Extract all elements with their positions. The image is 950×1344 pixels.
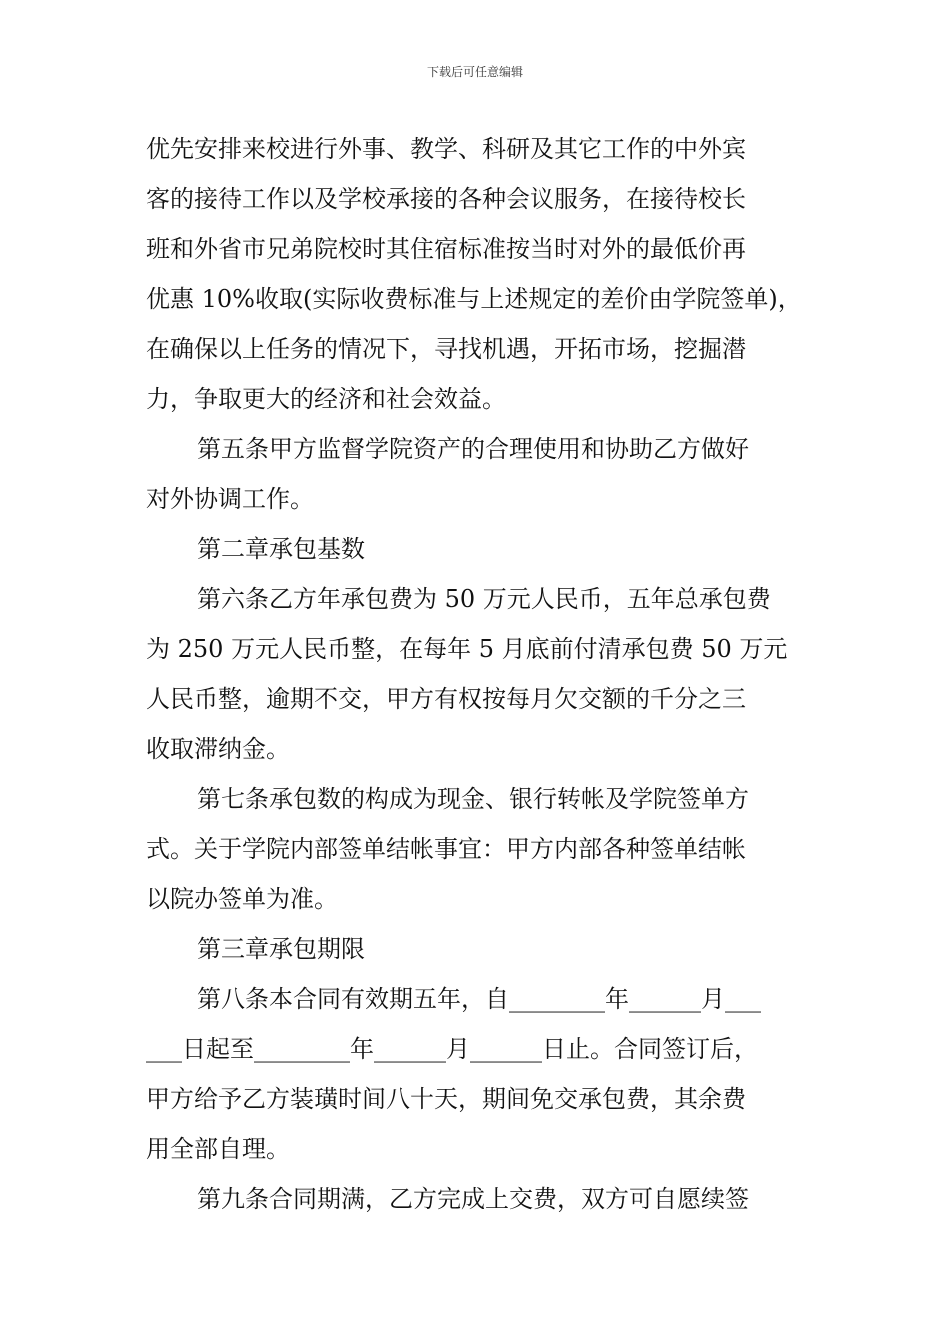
paragraph-article-8: 第八条本合同有效期五年，自________年______月___ — [197, 985, 761, 1013]
chapter-heading: 第三章承包期限 — [197, 935, 365, 963]
text-line: ___日起至________年______月______日止。合同签订后， — [146, 1035, 758, 1063]
text-line: 对外协调工作。 — [146, 485, 314, 513]
paragraph-article-9: 第九条合同期满，乙方完成上交费，双方可自愿续签 — [197, 1185, 749, 1213]
text-line: 以院办签单为准。 — [146, 885, 338, 913]
paragraph-article-7: 第七条承包数的构成为现金、银行转帐及学院签单方 — [197, 785, 749, 813]
paragraph-article-5: 第五条甲方监督学院资产的合理使用和协助乙方做好 — [197, 435, 749, 463]
text-line: 优惠 10%收取(实际收费标准与上述规定的差价由学院签单)， — [146, 285, 802, 313]
text-line: 甲方给予乙方装璜时间八十天，期间免交承包费，其余费 — [146, 1085, 746, 1113]
page-header: 下载后可任意编辑 — [426, 65, 523, 79]
text-line: 在确保以上任务的情况下，寻找机遇，开拓市场，挖掘潜 — [146, 335, 746, 363]
text-line: 力，争取更大的经济和社会效益。 — [146, 385, 506, 413]
text-line: 为 250 万元人民币整，在每年 5 月底前付清承包费 50 万元 — [146, 635, 788, 663]
text-line: 人民币整，逾期不交，甲方有权按每月欠交额的千分之三 — [146, 685, 746, 713]
text-line: 收取滞纳金。 — [146, 735, 290, 763]
paragraph-article-6: 第六条乙方年承包费为 50 万元人民币，五年总承包费 — [197, 585, 771, 613]
text-line: 用全部自理。 — [146, 1135, 290, 1163]
text-line: 式。关于学院内部签单结帐事宜：甲方内部各种签单结帐 — [146, 835, 746, 863]
chapter-heading: 第二章承包基数 — [197, 535, 365, 563]
text-line: 班和外省市兄弟院校时其住宿标准按当时对外的最低价再 — [146, 235, 746, 263]
text-line: 客的接待工作以及学校承接的各种会议服务，在接待校长 — [146, 185, 746, 213]
text-line: 优先安排来校进行外事、教学、科研及其它工作的中外宾 — [146, 135, 746, 163]
